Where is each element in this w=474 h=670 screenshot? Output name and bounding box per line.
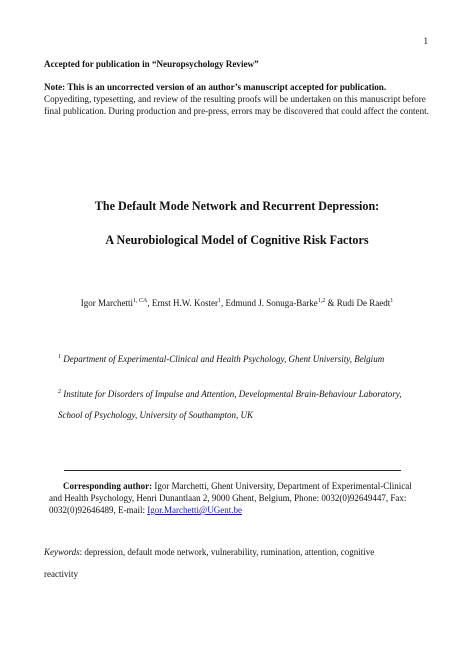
- author-affiliation-mark: 1: [390, 298, 394, 304]
- affiliation-2: [58, 388, 448, 400]
- author-separator: ,: [147, 298, 152, 308]
- author-name: Rudi De Raedt: [336, 298, 391, 308]
- note-heading: Note: This is an uncorrected version of an author’s manuscript accepted for publication.: [44, 82, 387, 92]
- author-affiliation-mark: 1, CA: [132, 298, 148, 304]
- keywords-list: : depression, default mode network, vulnerability, rumination, attention, cognitive: [79, 547, 375, 557]
- email-link[interactable]: Igor.Marchetti@UGent.be: [147, 505, 243, 515]
- divider-line: [64, 470, 401, 471]
- accepted-notice: Accepted for publication in “Neuropsychology Review”: [44, 59, 259, 69]
- author-name: Ernst H.W. Koster: [151, 298, 218, 308]
- affiliation-number: 2: [58, 389, 61, 395]
- affiliation-text: Department of Experimental-Clinical and Health Psychology, Ghent University, Belgium: [61, 354, 385, 364]
- corresponding-author: [49, 480, 421, 516]
- keywords-continued: reactivity: [44, 569, 78, 579]
- keywords: [44, 546, 424, 558]
- author-name: Edmund J. Sonuga-Barke: [225, 298, 318, 308]
- author-separator: &: [325, 298, 337, 308]
- affiliation-text: Institute for Disorders of Impulse and Attention, Developmental Brain-Behaviour Laboratory,: [61, 389, 402, 399]
- author-affiliation-mark: 1: [217, 298, 221, 304]
- author-name: Igor Marchetti: [80, 298, 133, 308]
- corresponding-author-label: Corresponding author:: [63, 481, 153, 491]
- affiliation-1: [58, 353, 448, 365]
- manuscript-note: [44, 81, 434, 117]
- page-number: 1: [423, 36, 428, 46]
- note-body: Copyediting, typesetting, and review of the resulting proofs will be undertaken on this manuscript before final publication. During production and pre-press, errors may be discovered that could affect the content.: [44, 94, 429, 116]
- paper-title-line-2: A Neurobiological Model of Cognitive Risk Factors: [105, 233, 369, 247]
- corresponding-author-details: Igor Marchetti, Ghent University, Department of Experimental-Clinical and Health Psychology, Henri Dunantlaan 2, 9000 Ghent, Belgium, Phone: 0032(0)92649447, Fax: 0032(0)92646489, E-mail:: [49, 481, 412, 515]
- paper-title-line-1: The Default Mode Network and Recurrent Depression:: [94, 199, 380, 213]
- affiliation-2-continued: School of Psychology, University of Southampton, UK: [58, 410, 253, 420]
- author-list: [0, 298, 474, 308]
- affiliation-number: 1: [58, 354, 61, 360]
- author-affiliation-mark: 1,2: [317, 298, 326, 304]
- author-separator: ,: [220, 298, 226, 308]
- keywords-label: Keywords: [44, 547, 80, 557]
